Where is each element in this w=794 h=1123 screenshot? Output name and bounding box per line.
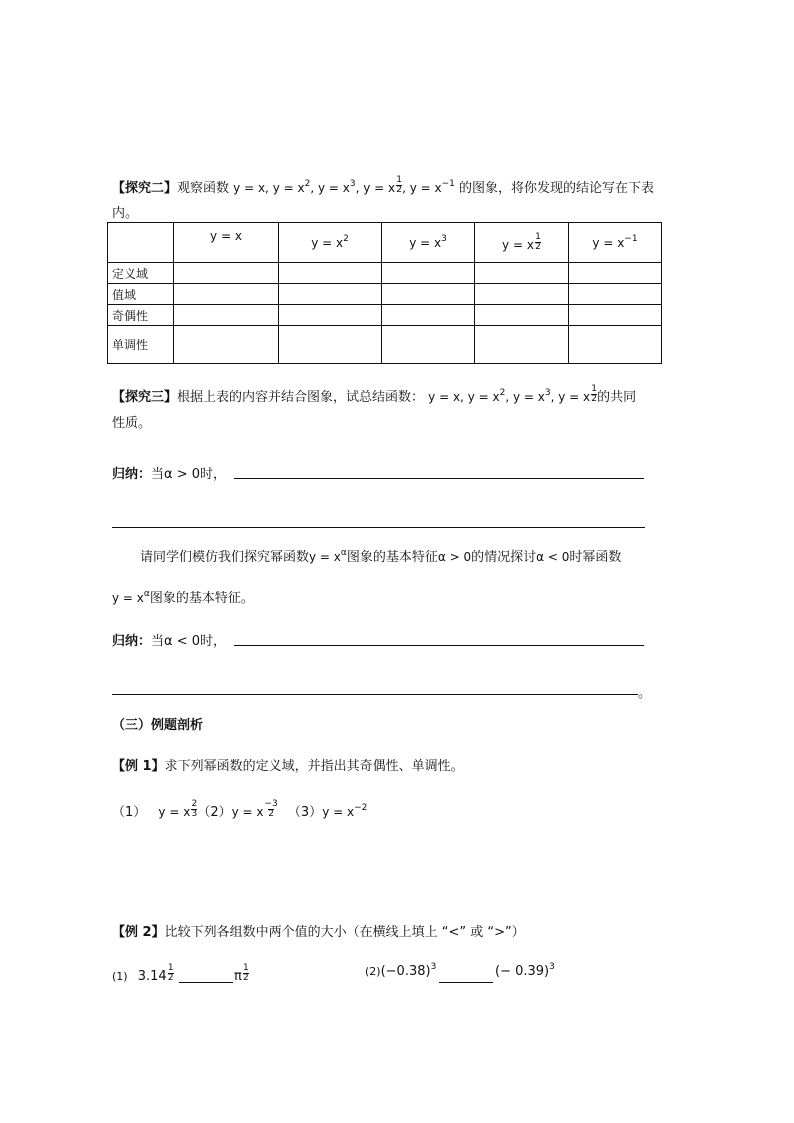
summary2 <box>112 630 226 649</box>
table-header-y-x2: $y = x^2$ <box>279 223 382 263</box>
table-cell <box>174 284 279 305</box>
table-row <box>108 326 662 364</box>
tanjiu3-tag: 【探究三】 <box>112 390 178 405</box>
example2-item2 <box>365 964 436 979</box>
para-line2 <box>112 587 254 606</box>
table-row <box>108 305 662 326</box>
properties-table <box>107 222 662 364</box>
answer-blank[interactable] <box>179 982 233 983</box>
example1-line <box>112 755 464 774</box>
tanjiu2-formula: y = x, $y = x^2$, $y = x^3$, y = x $\frac{1}{2}$ , $y = x^{-1}$ <box>233 175 455 195</box>
para-line1b: 图象的基本特征 <box>346 550 438 565</box>
table-cell <box>569 284 662 305</box>
answer-line[interactable] <box>234 478 644 479</box>
table-cell <box>279 284 382 305</box>
example2-tag: 【例 2】 <box>112 925 165 940</box>
section3-title: （三）例题剖析 <box>112 718 204 733</box>
para-func: $y = x^\alpha$ <box>309 548 347 564</box>
example1-formula3: $y = x^{-2}$ <box>322 803 368 819</box>
example1-formula1: y = x $\frac{2}{3}$ <box>158 799 198 819</box>
summary2-label: 归纳： <box>112 634 152 649</box>
row-label-parity: 奇偶性 <box>108 305 174 326</box>
table-row <box>108 284 662 305</box>
tanjiu2-tag: 【探究二】 <box>112 181 178 196</box>
row-label-monotonicity: 单调性 <box>108 326 174 364</box>
table-header-y-x: y = x <box>174 223 279 263</box>
summary1-text: 当α > 0时， <box>151 467 227 482</box>
summary2-text: 当α < 0时， <box>151 634 227 649</box>
para-line1 <box>140 546 621 565</box>
example1-item3: （3） <box>287 805 323 820</box>
example1-item1: （1） <box>112 805 147 820</box>
table-cell <box>279 263 382 284</box>
example2-item1-b: π $\frac{1}{2}$ <box>234 963 249 984</box>
table-cell <box>569 263 662 284</box>
tanjiu2-text1: 观察函数 <box>177 181 230 196</box>
table-cell <box>279 305 382 326</box>
table-cell <box>174 326 279 364</box>
summary2-end: 。 <box>638 686 652 701</box>
table-header-y-x3: $y = x^3$ <box>382 223 475 263</box>
table-cell <box>475 305 569 326</box>
table-cell <box>475 284 569 305</box>
row-label-domain: 定义域 <box>108 263 174 284</box>
example1-formula2: y = x $\frac{-3}{2}$ <box>231 799 278 819</box>
example1-items <box>112 800 367 820</box>
answer-line[interactable] <box>112 527 645 528</box>
table-cell <box>569 305 662 326</box>
table-cell <box>382 263 475 284</box>
tanjiu3-paragraph <box>112 385 636 405</box>
example2-item2-a: $(-0.38)^3$ <box>380 962 437 979</box>
table-cell <box>569 326 662 364</box>
answer-blank[interactable] <box>439 982 493 983</box>
tanjiu3-text1: 根据上表的内容并结合图象，试总结函数： <box>177 390 425 405</box>
example1-item2: （2） <box>197 805 232 820</box>
table-cell <box>174 263 279 284</box>
table-cell <box>279 326 382 364</box>
para-line1a: 请同学们模仿我们探究幂函数 <box>140 550 310 565</box>
table-cell <box>382 284 475 305</box>
summary1 <box>112 463 226 482</box>
example2-item1-label: (1) <box>112 970 128 983</box>
example2-line <box>112 921 525 940</box>
table-header-y-sqrt: y = x $\frac{1}{2}$ <box>475 223 569 263</box>
para-cond1: α > 0 <box>437 550 472 564</box>
answer-line[interactable] <box>234 645 644 646</box>
table-row <box>108 263 662 284</box>
example1-tag: 【例 1】 <box>112 759 165 774</box>
answer-line[interactable] <box>112 694 638 695</box>
summary1-label: 归纳： <box>112 467 152 482</box>
para-line1d: 时幂函数 <box>569 550 622 565</box>
row-label-range: 值域 <box>108 284 174 305</box>
example1-text: 求下列幂函数的定义域，并指出其奇偶性、单调性。 <box>164 759 464 774</box>
tanjiu3-formula: y = x, $y = x^2$, $y = x^3$, y = x $\frac{1}{2}$ <box>428 384 597 404</box>
table-cell <box>174 305 279 326</box>
table-header-blank <box>108 223 174 263</box>
tanjiu3-text2: 的共同 <box>597 390 637 405</box>
table-cell <box>382 305 475 326</box>
table-header-y-inv: $y = x^{-1}$ <box>569 223 662 263</box>
table-cell <box>475 263 569 284</box>
example2-text: 比较下列各组数中两个值的大小（在横线上填上 “<” 或 “>”） <box>164 925 525 940</box>
para-cond2: α < 0 <box>536 550 570 564</box>
tanjiu2-text2: 的图象，将你发现的结论写在下表 <box>459 181 655 196</box>
example2-item2-label: (2) <box>365 965 381 978</box>
example2-item2-b: (− 0.39)$^3$ <box>495 962 555 979</box>
tanjiu2-paragraph <box>112 176 654 196</box>
table-cell <box>382 326 475 364</box>
example2-item1 <box>112 964 174 984</box>
para-line2-text: 图象的基本特征。 <box>149 591 254 606</box>
tanjiu3-text3: 性质。 <box>112 416 152 431</box>
para-line1c: 的情况探讨 <box>471 550 537 565</box>
table-cell <box>475 326 569 364</box>
example2-item1-a: 3.14 $\frac{1}{2}$ <box>137 963 174 984</box>
tanjiu2-text3: 内。 <box>112 206 139 221</box>
para-func-2: $y = x^\alpha$ <box>112 589 150 605</box>
